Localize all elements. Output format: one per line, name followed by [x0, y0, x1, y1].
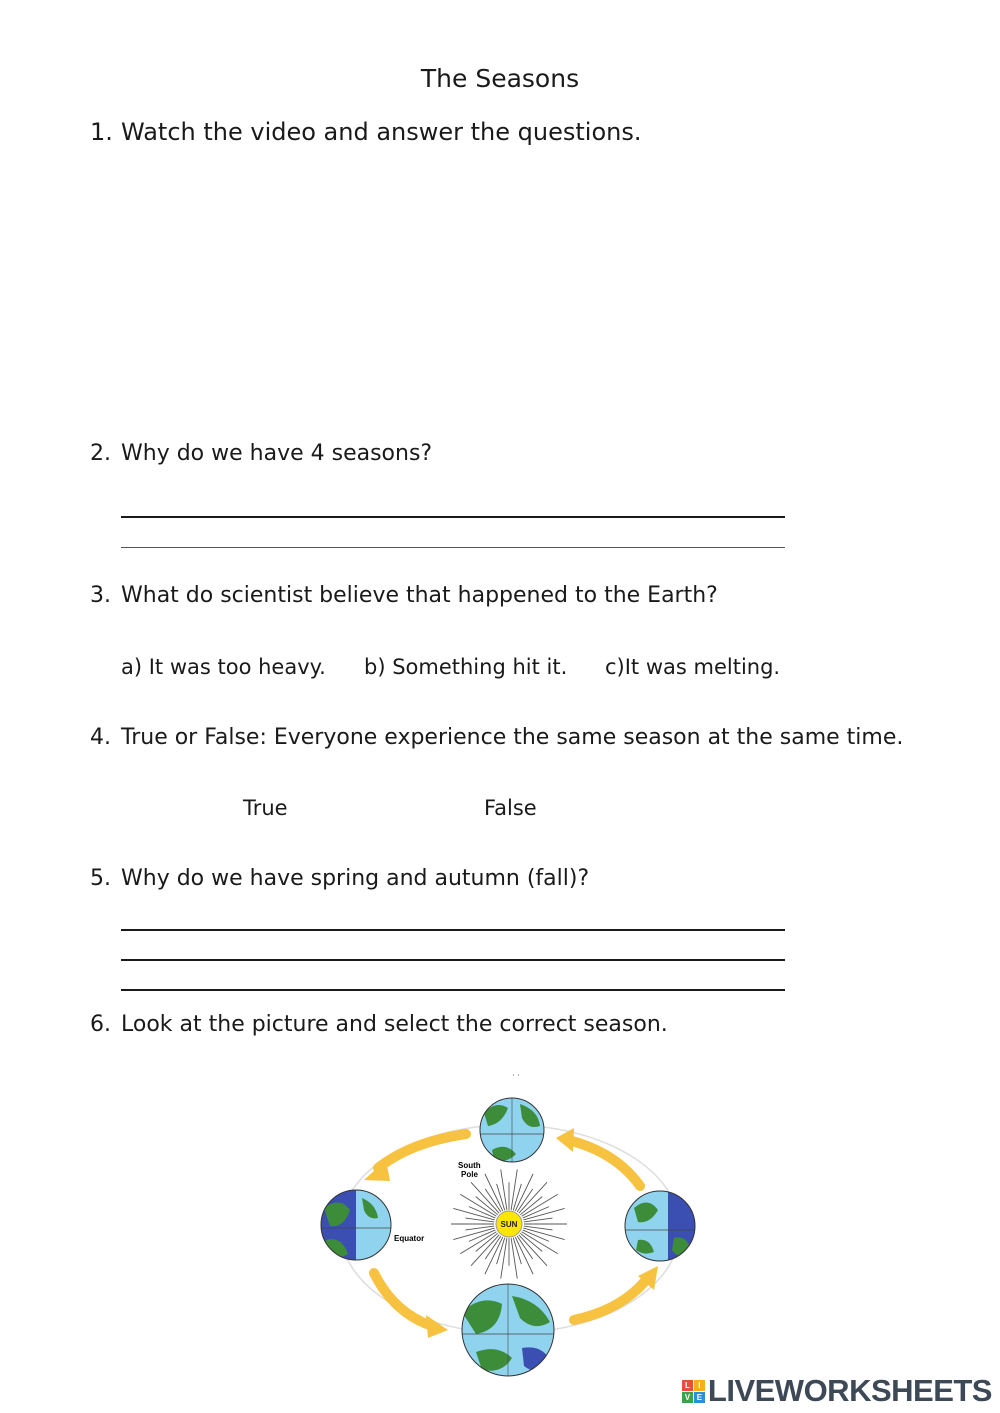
sun-ray	[501, 1238, 507, 1278]
sun-label: SUN	[500, 1220, 518, 1229]
sun-ray	[453, 1228, 494, 1240]
option-c[interactable]: c)It was melting.	[605, 655, 781, 679]
question-number: 5.	[90, 866, 111, 891]
live-logo-icon	[682, 1380, 705, 1403]
option-a[interactable]: a) It was too heavy.	[121, 655, 326, 679]
logo-letter: L	[682, 1380, 693, 1391]
orbit-arrow	[364, 1134, 466, 1181]
diagram-mark: · ·	[512, 1071, 520, 1080]
earth-orbit-diagram	[316, 1068, 708, 1386]
sun-ray	[501, 1169, 507, 1209]
earth-globe-bottom	[462, 1284, 554, 1376]
answer-line[interactable]	[121, 516, 785, 518]
sun-ray	[523, 1228, 564, 1240]
question-number: 2.	[90, 441, 111, 466]
south-pole-label: Pole	[461, 1170, 478, 1179]
option-false[interactable]: False	[484, 796, 537, 820]
question-5	[90, 866, 589, 891]
sun-ray	[523, 1208, 564, 1220]
brand-name: LIVEWORKSHEETS	[707, 1373, 992, 1408]
question-text: True or False: Everyone experience the same season at the same time.	[121, 725, 904, 750]
question-text: Why do we have spring and autumn (fall)?	[121, 866, 590, 891]
sun-ray	[453, 1208, 494, 1220]
question-6	[90, 1012, 668, 1037]
question-text: What do scientist believe that happened to the Earth?	[121, 583, 718, 608]
question-text: Look at the picture and select the correct season.	[121, 1012, 668, 1037]
logo-letter: I	[694, 1380, 705, 1391]
logo-letter: E	[694, 1392, 705, 1403]
south-pole-label: South	[458, 1161, 481, 1170]
page-title: The Seasons	[420, 64, 580, 93]
earth-globe-right	[624, 1188, 708, 1268]
sun-ray	[511, 1169, 517, 1209]
answer-line[interactable]	[121, 989, 785, 991]
question-4	[90, 725, 903, 750]
earth-globe-left	[316, 1186, 392, 1266]
question-text: Why do we have 4 seasons?	[121, 441, 433, 466]
question-number: 4.	[90, 725, 111, 750]
equator-label: Equator	[394, 1234, 425, 1243]
option-b[interactable]: b) Something hit it.	[364, 655, 568, 679]
answer-line[interactable]	[121, 547, 785, 548]
sun-ray	[519, 1182, 547, 1213]
answer-line[interactable]	[121, 929, 785, 931]
orbit-arrow	[556, 1128, 640, 1186]
sun-ray	[519, 1235, 547, 1266]
sun-ray	[471, 1235, 499, 1266]
question-number: 6.	[90, 1012, 111, 1037]
logo-letter: V	[682, 1392, 693, 1403]
orbit-arrow	[574, 1266, 658, 1320]
orbit-arrow	[374, 1273, 448, 1338]
sun-ray	[511, 1238, 517, 1278]
question-3	[90, 583, 718, 608]
liveworksheets-logo	[682, 1373, 992, 1409]
question-2	[90, 441, 432, 466]
answer-line[interactable]	[121, 959, 785, 961]
question-number: 1.	[90, 118, 113, 146]
question-text: Watch the video and answer the questions.	[121, 118, 642, 146]
question-number: 3.	[90, 583, 111, 608]
option-true[interactable]: True	[243, 796, 288, 820]
question-1	[90, 118, 641, 146]
sun-ray	[471, 1182, 499, 1213]
earth-globe-top	[478, 1096, 546, 1164]
